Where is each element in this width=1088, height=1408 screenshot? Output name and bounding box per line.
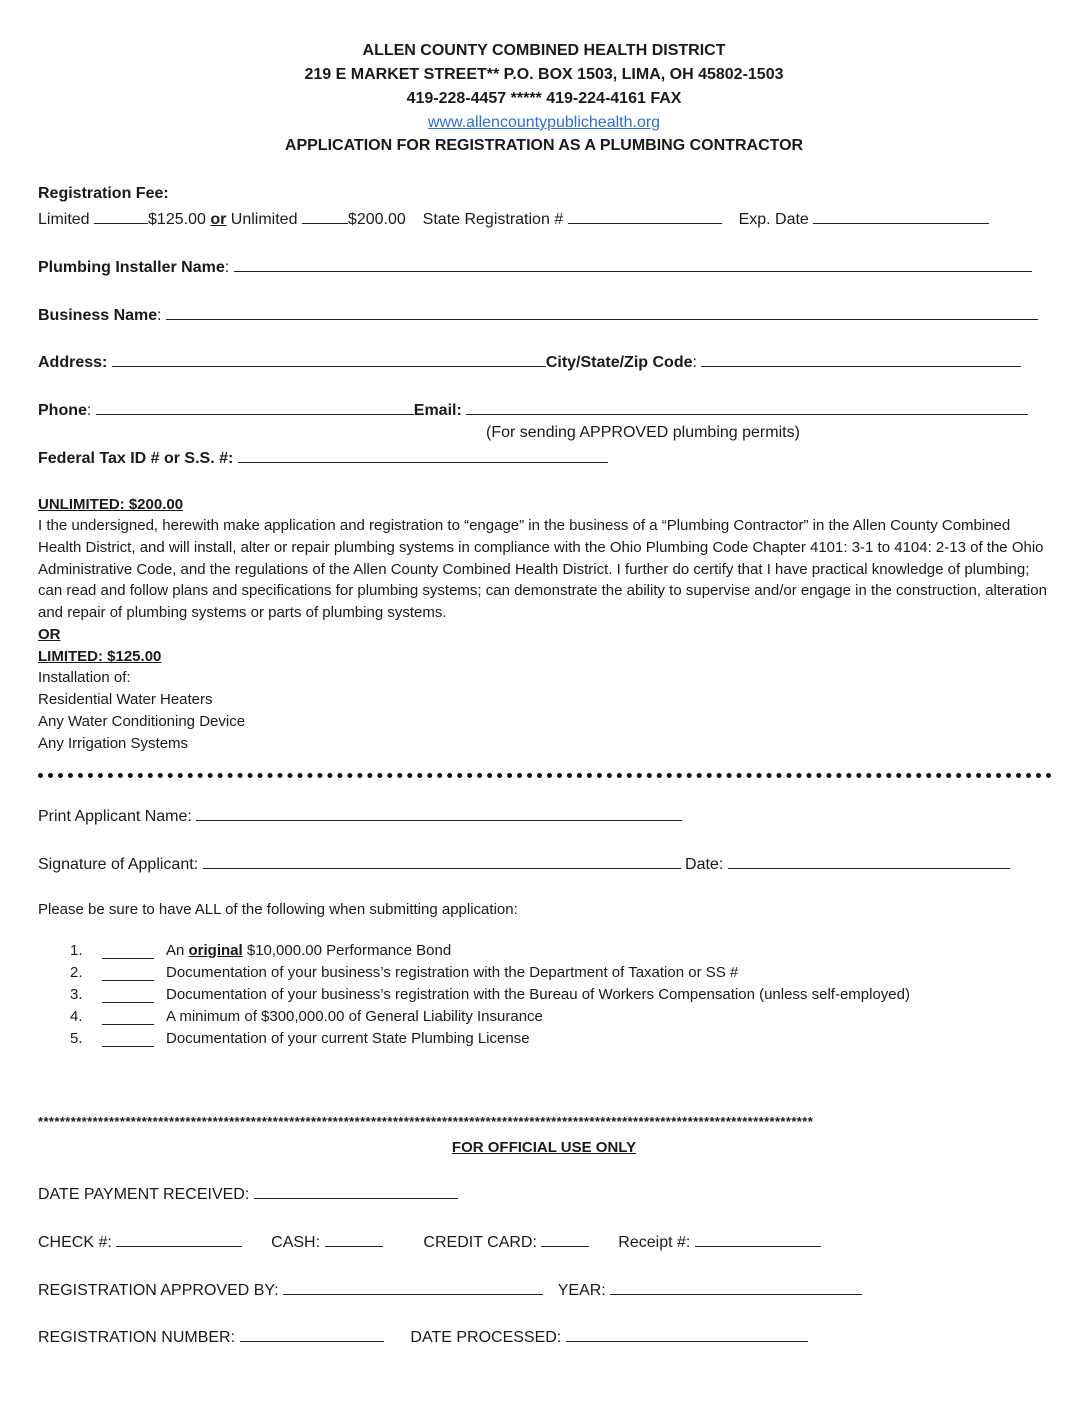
business-row: Business Name: [38,305,1038,325]
date-payment-label: DATE PAYMENT RECEIVED: [38,1186,250,1203]
signature-date-field[interactable] [728,854,1010,869]
cash-label: CASH: [271,1234,321,1251]
exp-date-field[interactable] [813,209,989,224]
limited-field[interactable] [94,209,148,224]
item-number: 3. [70,986,83,1003]
or-text: or [210,211,227,228]
limited-label: Limited [38,211,90,228]
fee-row [38,209,989,229]
original-emphasis: original [188,942,243,959]
unlimited-amount: $200.00 [347,211,406,228]
registration-row [38,1327,808,1347]
email-label: Email: [413,402,462,419]
year-field[interactable] [610,1280,862,1295]
payment-row [38,1232,821,1252]
date-label: Date: [685,856,724,873]
limited-item: Any Water Conditioning Device [38,713,246,730]
form-title: APPLICATION FOR REGISTRATION AS A PLUMBING CONTRACTOR [284,137,804,154]
website-link[interactable]: www.allencountypublichealth.org [427,114,661,131]
signature-field[interactable] [203,854,681,869]
credit-card-label: CREDIT CARD: [423,1234,537,1251]
item-number: 1. [70,942,83,959]
date-payment-row [38,1184,458,1204]
or-heading: OR [38,626,61,643]
item-text: Documentation of your current State Plumbing License [166,1030,530,1047]
org-address: 219 E MARKET STREET** P.O. BOX 1503, LIMA, OH 45802-1503 [304,66,784,83]
installer-label: Plumbing Installer Name [38,259,225,276]
approval-row [38,1280,862,1300]
email-field[interactable] [466,400,1028,415]
limited-item: Any Irrigation Systems [38,735,189,752]
taxid-label: Federal Tax ID # or S.S. #: [38,450,234,467]
unlimited-field[interactable] [302,209,348,224]
org-phone: 419-228-4457 ***** 419-224-4161 FAX [406,90,682,107]
item-number: 5. [70,1030,83,1047]
item-text: A minimum of $300,000.00 of General Liability Insurance [166,1008,543,1025]
receipt-label: Receipt #: [618,1234,691,1251]
address-field[interactable] [112,352,546,367]
check-field[interactable] [116,1232,242,1247]
phone-label: Phone [38,402,87,419]
limited-amount: $125.00 [148,211,206,228]
limited-heading: LIMITED: $125.00 [38,648,162,665]
checklist-blank[interactable] [102,1012,154,1025]
official-heading: FOR OFFICIAL USE ONLY [451,1139,637,1156]
print-name-field[interactable] [196,806,682,821]
item-number: 4. [70,1008,83,1025]
unlimited-heading: UNLIMITED: $200.00 [38,496,184,513]
city-state-zip-field[interactable] [701,352,1021,367]
approved-by-label: REGISTRATION APPROVED BY: [38,1282,279,1299]
address-row: Address: City/State/Zip Code: [38,352,1021,372]
installer-name-field[interactable] [234,257,1032,272]
phone-row: Phone: Email: [38,400,1028,420]
business-name-field[interactable] [166,305,1038,320]
limited-intro: Installation of: [38,669,131,686]
receipt-field[interactable] [695,1232,821,1247]
approved-by-field[interactable] [283,1280,543,1295]
state-registration-label: State Registration # [422,211,564,228]
reg-number-field[interactable] [240,1327,384,1342]
credit-card-field[interactable] [541,1232,589,1247]
date-processed-label: DATE PROCESSED: [410,1329,562,1346]
reg-number-label: REGISTRATION NUMBER: [38,1329,236,1346]
fee-heading: Registration Fee: [38,185,169,202]
cut-line-divider [38,773,1052,778]
check-label: CHECK #: [38,1234,112,1251]
item-text: An original $10,000.00 Performance Bond [166,942,452,959]
item-text: Documentation of your business’s registration with the Bureau of Workers Compensation (unless self-employed) [166,986,910,1003]
state-registration-field[interactable] [568,209,722,224]
limited-item: Residential Water Heaters [38,691,213,708]
address-label: Address: [38,354,108,371]
taxid-row [38,448,608,468]
email-note: (For sending APPROVED plumbing permits) [486,424,800,441]
year-label: YEAR: [557,1282,606,1299]
exp-date-label: Exp. Date [738,211,809,228]
checklist-blank[interactable] [102,1034,154,1047]
date-processed-field[interactable] [566,1327,808,1342]
business-label: Business Name [38,307,158,324]
star-divider: ********************************************************************************************************************************************** [38,1114,814,1124]
print-name-label: Print Applicant Name: [38,808,192,825]
date-payment-field[interactable] [254,1184,458,1199]
signature-label: Signature of Applicant: [38,856,199,873]
cash-field[interactable] [325,1232,383,1247]
installer-row: Plumbing Installer Name: [38,257,1032,277]
phone-field[interactable] [96,400,414,415]
checklist-blank[interactable] [102,946,154,959]
city-label: City/State/Zip Code [545,354,693,371]
taxid-field[interactable] [238,448,608,463]
item-number: 2. [70,964,83,981]
signature-row [38,854,1010,874]
checklist-blank[interactable] [102,990,154,1003]
item-text: Documentation of your business’s registration with the Department of Taxation or SS # [166,964,739,981]
org-name: ALLEN COUNTY COMBINED HEALTH DISTRICT [362,42,726,59]
unlimited-label: Unlimited [230,211,298,228]
checklist-intro: Please be sure to have ALL of the following when submitting application: [38,901,518,918]
print-name-row [38,806,682,826]
checklist-blank[interactable] [102,968,154,981]
unlimited-body: I the undersigned, herewith make application and registration to “engage” in the business of a “Plumbing Contractor” in the Allen County Combined Health District, and will install, alter or repair plumbing systems in compliance with the Ohio Plumbing Code Chapter 4101: 3-1 to 4104: 2-13 of the Ohio Administrative Code, and the regulations of the Allen County Combined Health District. I further do certify that I have practical knowledge of plumbing; can read and follow plans and specifications for plumbing systems; can demonstrate the ability to supervise and/or engage in the construction, alteration and repair of plumbing systems or parts of plumbing systems. [38,517,1047,622]
